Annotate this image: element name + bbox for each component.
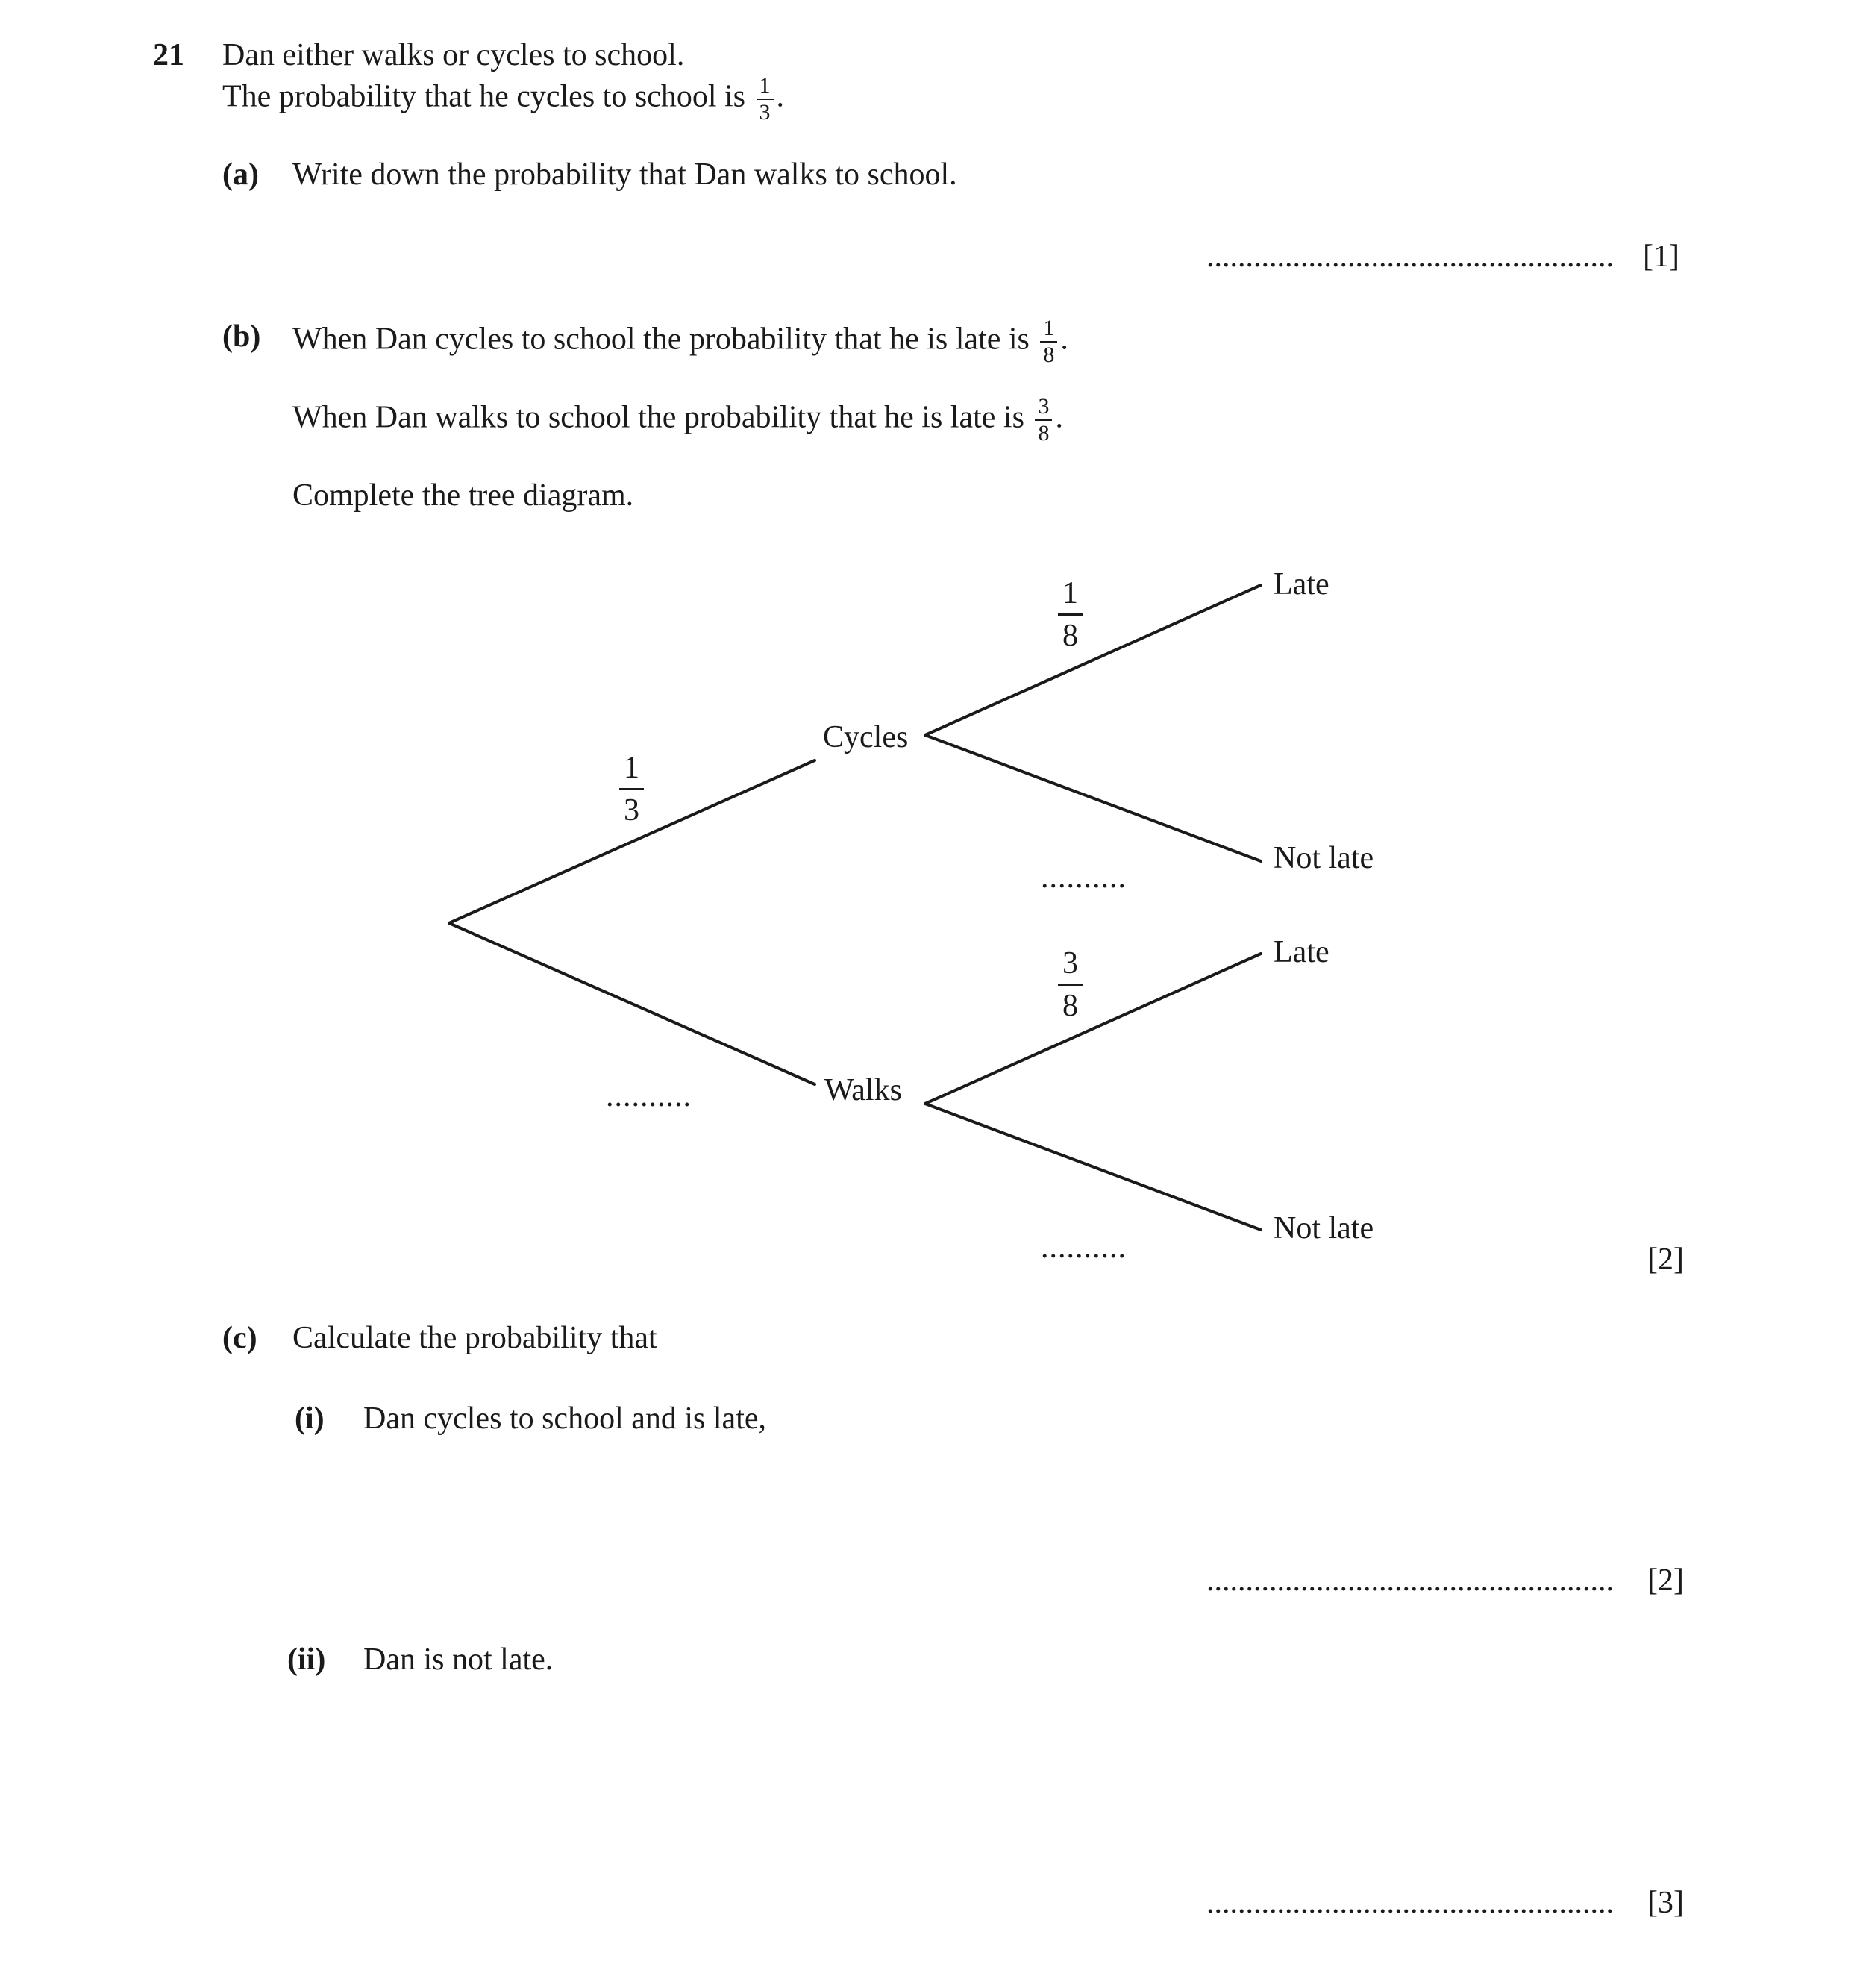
intro-fraction-denominator: 3 — [759, 100, 771, 125]
part-c-i-label: (i) — [295, 1401, 325, 1436]
walks-late-probability-numerator: 3 — [1058, 948, 1083, 986]
part-a-marks: [1] — [1643, 240, 1679, 274]
intro-line-1: Dan either walks or cycles to school. — [222, 38, 685, 72]
node-walks-label: Walks — [824, 1073, 902, 1107]
node-cycles-label: Cycles — [823, 720, 909, 754]
branch-cycles-late — [925, 585, 1261, 735]
cycles-probability — [619, 752, 644, 826]
part-c-ii-marks: [3] — [1647, 1886, 1684, 1920]
intro-fraction-numerator: 1 — [757, 75, 774, 100]
part-b-line-1-period: . — [1060, 322, 1068, 357]
branch-root-walks — [449, 923, 815, 1084]
part-c-label: (c) — [222, 1321, 257, 1355]
part-c-i-marks: [2] — [1647, 1563, 1684, 1598]
part-c-i-answer-line[interactable]: .................................................... — [1206, 1563, 1614, 1598]
walks-not-late-blank[interactable]: .......... — [1041, 1231, 1127, 1265]
leaf-walks-not-late-label: Not late — [1274, 1211, 1374, 1245]
part-c-ii-answer-line[interactable]: .................................................... — [1206, 1886, 1614, 1920]
leaf-walks-late-label: Late — [1274, 935, 1329, 969]
part-a-answer-line[interactable]: .................................................... — [1206, 240, 1614, 274]
branch-cycles-not-late — [925, 735, 1261, 861]
part-b-marks: [2] — [1647, 1242, 1684, 1277]
part-b-line-2-text: When Dan walks to school the probability that he is late is — [292, 400, 1024, 435]
cycles-late-probability-denominator: 8 — [1062, 619, 1078, 653]
branch-walks-not-late — [925, 1104, 1261, 1230]
leaf-cycles-late-label: Late — [1274, 567, 1329, 601]
cycles-late-probability — [1058, 578, 1083, 651]
cycles-probability-numerator: 1 — [619, 752, 644, 790]
part-b-line-1-text: When Dan cycles to school the probability that he is late is — [292, 322, 1030, 357]
branch-walks-late — [925, 954, 1261, 1104]
part-b-line-1-denominator: 8 — [1043, 343, 1055, 367]
part-c-i-text: Dan cycles to school and is late, — [363, 1401, 767, 1436]
walks-probability-blank[interactable]: .......... — [606, 1079, 692, 1113]
walks-late-probability-denominator: 8 — [1062, 989, 1078, 1023]
cycles-not-late-blank[interactable]: .......... — [1041, 860, 1127, 895]
intro-line-2-text: The probability that he cycles to school is — [222, 79, 745, 114]
intro-period: . — [776, 79, 784, 114]
part-b-line-3: Complete the tree diagram. — [292, 478, 634, 513]
walks-late-probability — [1058, 948, 1083, 1022]
part-b-label: (b) — [222, 319, 261, 354]
leaf-cycles-not-late-label: Not late — [1274, 841, 1374, 875]
part-c-text: Calculate the probability that — [292, 1321, 657, 1355]
part-a-label: (a) — [222, 157, 259, 192]
part-c-ii-text: Dan is not late. — [363, 1642, 554, 1677]
cycles-late-probability-numerator: 1 — [1058, 578, 1083, 616]
part-a-text: Write down the probability that Dan walks to school. — [292, 157, 957, 192]
part-b-line-2-denominator: 8 — [1038, 421, 1050, 446]
cycles-probability-denominator: 3 — [624, 793, 639, 828]
part-c-ii-label: (ii) — [287, 1642, 326, 1677]
part-b-line-2-period: . — [1055, 400, 1063, 435]
part-b-line-1-numerator: 1 — [1040, 317, 1057, 343]
part-b-line-2-numerator: 3 — [1035, 396, 1052, 421]
question-number: 21 — [153, 38, 184, 72]
